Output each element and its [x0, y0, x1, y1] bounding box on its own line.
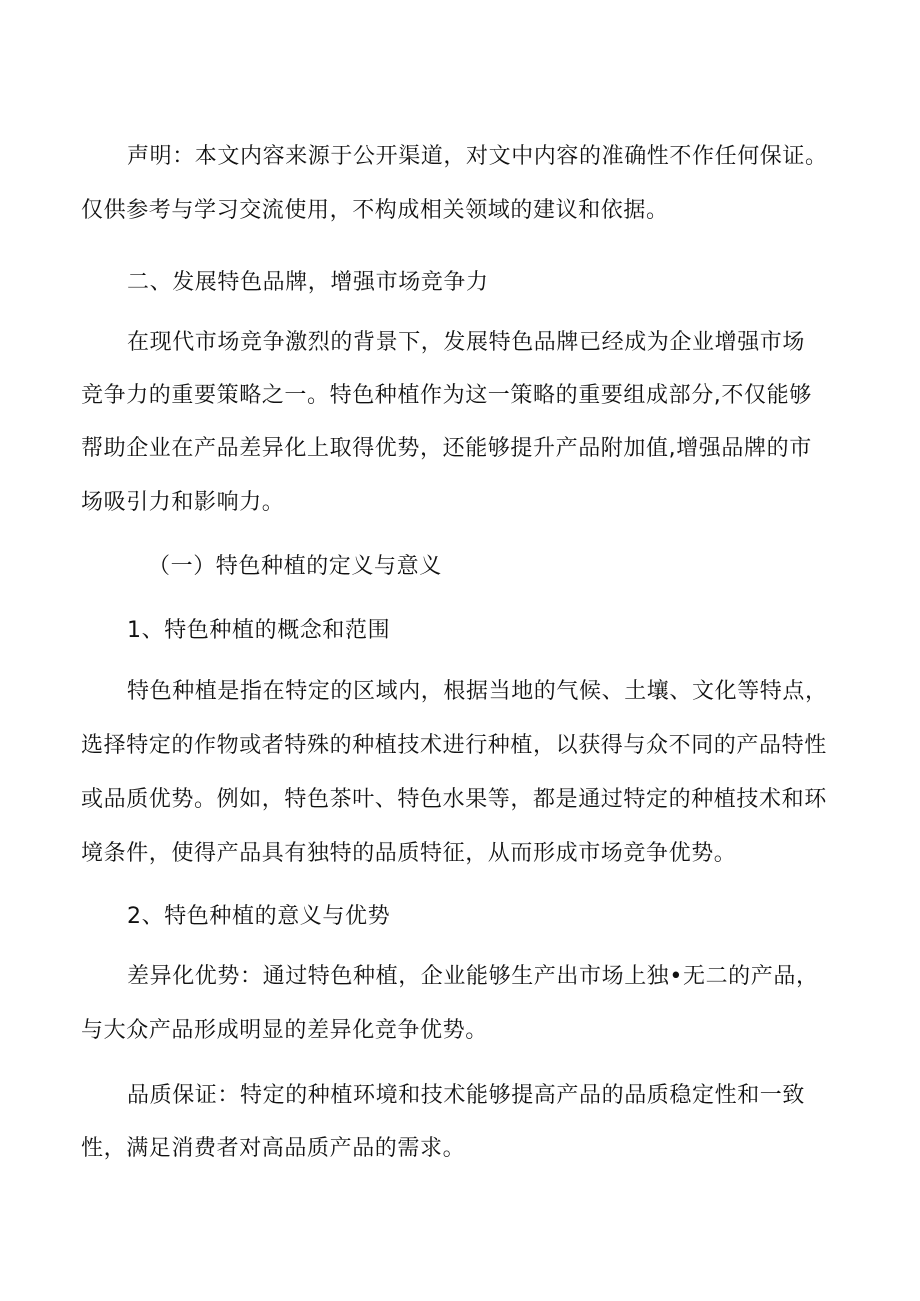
intro-line-2: 竞争力的重要策略之一。特色种植作为这一策略的重要组成部分,不仅能够 — [81, 383, 812, 408]
disclaimer-line-2: 仅供参考与学习交流使用，不构成相关领域的建议和依据。 — [81, 198, 669, 223]
item-1-line-4: 境条件，使得产品具有独特的品质特征，从而形成市场竞争优势。 — [81, 841, 737, 866]
disclaimer-line-1: 声明：本文内容来源于公开渠道，对文中内容的准确性不作任何保证。 — [127, 144, 828, 169]
intro-line-1: 在现代市场竞争激烈的背景下，发展特色品牌已经成为企业增强市场 — [127, 330, 806, 355]
quality-guarantee-line-1: 品质保证：特定的种植环境和技术能够提高产品的品质稳定性和一致 — [127, 1083, 806, 1108]
item-1-line-2: 选择特定的作物或者特殊的种植技术进行种植，以获得与众不同的产品特性 — [81, 733, 827, 758]
item-1-line-3: 或品质优势。例如，特色茶叶、特色水果等，都是通过特定的种植技术和环 — [81, 787, 827, 812]
section-title: 二、发展特色品牌，增强市场竞争力 — [127, 270, 489, 295]
item-2-title: 2、特色种植的意义与优势 — [127, 904, 391, 929]
item-1-title: 1、特色种植的概念和范围 — [127, 618, 391, 643]
diff-advantage-line-1: 差异化优势：通过特色种植，企业能够生产出市场上独•无二的产品， — [127, 964, 819, 989]
item-1-line-1: 特色种植是指在特定的区域内，根据当地的气候、土壤、文化等特点， — [127, 679, 828, 704]
subsection-title: （一）特色种植的定义与意义 — [148, 554, 442, 579]
intro-line-4: 场吸引力和影响力。 — [81, 490, 285, 515]
diff-advantage-line-2: 与大众产品形成明显的差异化竞争优势。 — [81, 1018, 488, 1043]
intro-line-3: 帮助企业在产品差异化上取得优势，还能够提升产品附加值,增强品牌的市 — [81, 436, 812, 461]
quality-guarantee-line-2: 性，满足消费者对高品质产品的需求。 — [81, 1136, 466, 1161]
